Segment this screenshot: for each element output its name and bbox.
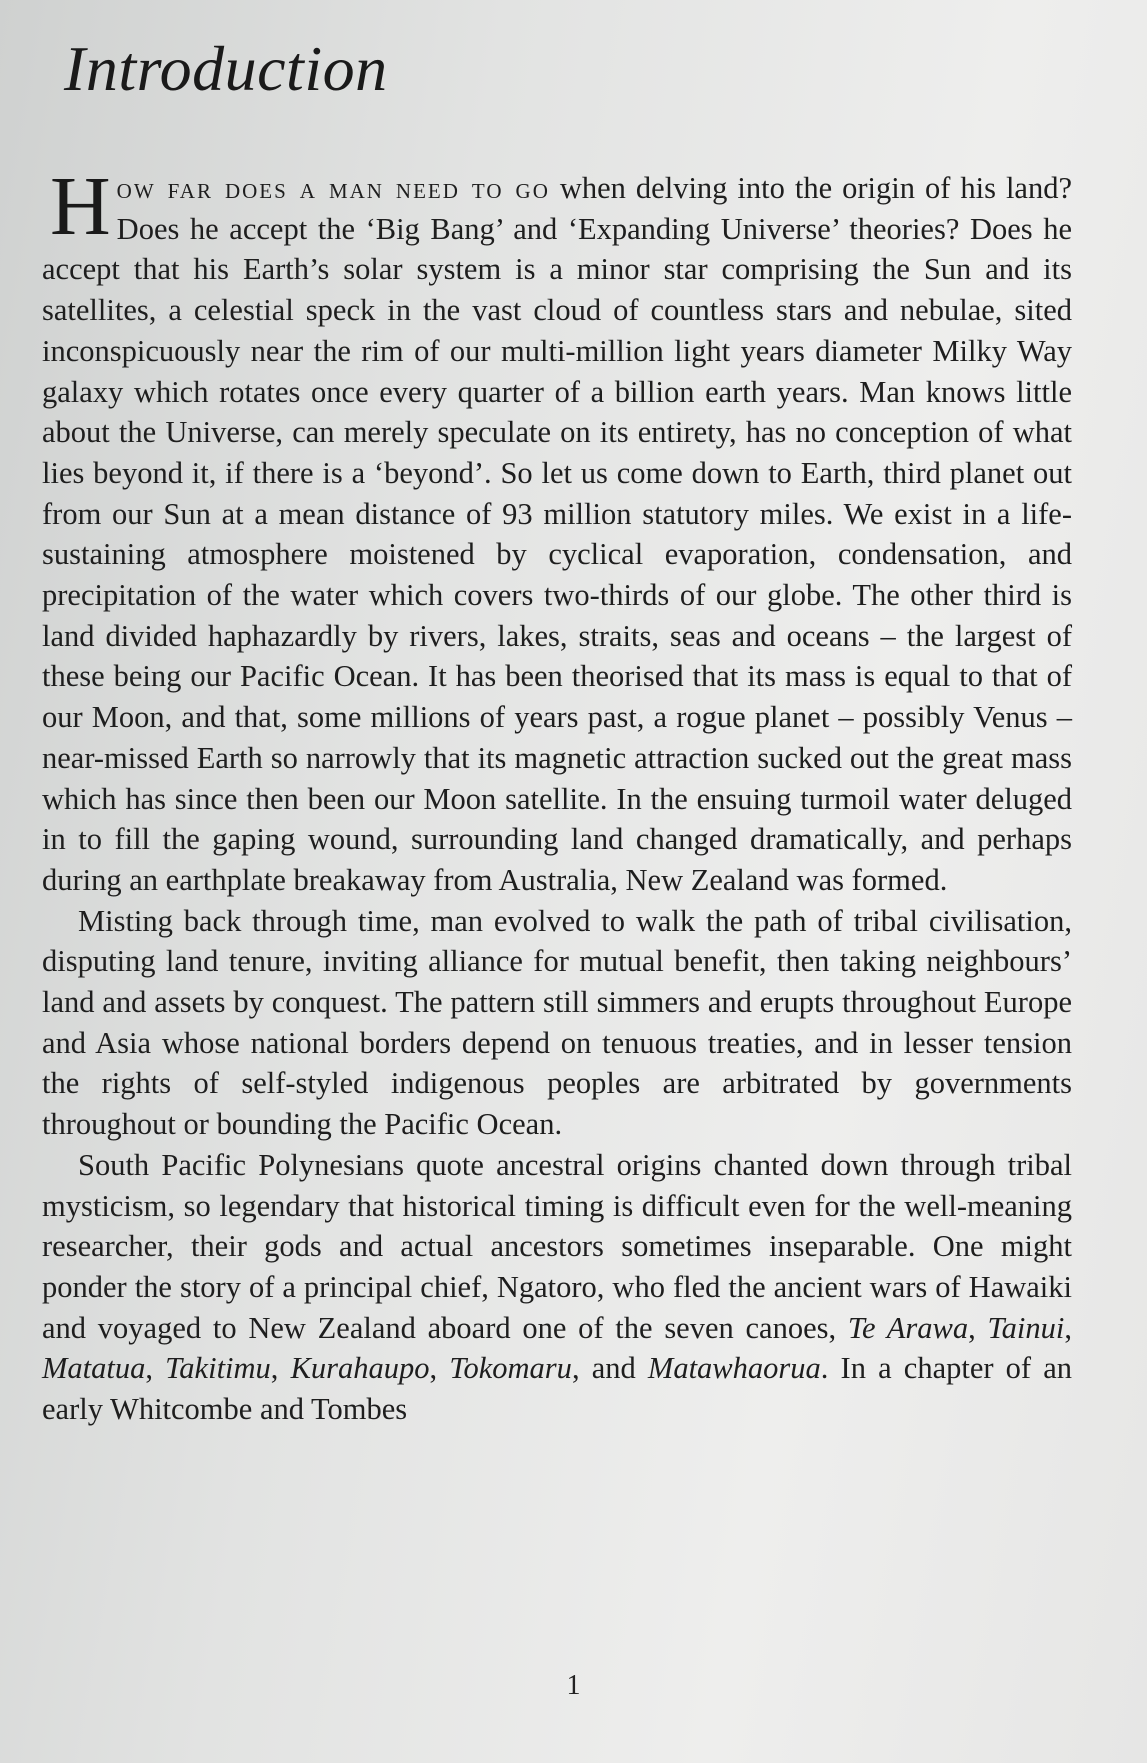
canoe-name: Matawhaorua [647, 1351, 821, 1386]
conjunction: and [591, 1351, 636, 1386]
drop-cap: H [50, 160, 111, 253]
chapter-body [42, 160, 1073, 1430]
canoe-name: Matatua [42, 1351, 146, 1386]
canoe-name: Te Arawa [847, 1310, 969, 1345]
paragraph-3: South Pacific Polynesians quote ancestral origins chanted down through tribal mysticism, so legendary that historical timing is difficult even for the well-meaning researcher, their gods and actual ancestors sometimes inseparable. One might ponder the story of a principal chief, Ngatoro, who fled the ancient wars of Hawaiki and voyaged to New Zealand aboard one of the seven canoes, Te Arawa, Tainui, Matatua, Takitimu, Kurahaupo, Tokomaru, and Matawhaorua. In a chapter of an early Whitcombe and Tombes [42, 1147, 1073, 1427]
page-number: 1 [566, 1670, 581, 1701]
canoe-name: Tokomaru [449, 1351, 572, 1386]
chapter-title: Introduction [64, 33, 388, 104]
paragraph-1-text: when delving into the origin of his land? Does he accept the ‘Big Bang’ and ‘Expanding Universe’ theories? Does he accept that his Earth’s solar system is a minor star comprising the Sun and its satellites, a celestial speck in the vast cloud of countless stars and nebulae, sited inconspicuously near the rim of our multi-million light years diameter Milky Way galaxy which rotates once every quarter of a billion earth years. Man knows little about the Universe, can merely speculate on its entirety, has no conception of what lies beyond it, if there is a ‘beyond’. So let us come down to Earth, third planet out from our Sun at a mean distance of 93 million statutory miles. We exist in a life-sustaining atmosphere moistened by cyclical evaporation, condensation, and precipitation of the water which covers two-thirds of our globe. The other third is land divided haphazardly by rivers, lakes, straits, seas and oceans – the largest of these being our Pacific Ocean. It has been theorised that its mass is equal to that of our Moon, and that, some millions of years past, a rogue planet – possibly Venus – near-missed Earth so narrowly that its magnetic attraction sucked out the great mass which has since then been our Moon satellite. In the ensuing turmoil water deluged in to fill the gaping wound, surrounding land changed dramatically, and perhaps during an earthplate breakaway from Australia, New Zealand was formed. [42, 171, 1073, 897]
lead-in-small-caps: ow far does a man need to go [116, 171, 550, 205]
paragraph-3-end: . In a chapter of an early Whitcombe and Tombes [42, 1351, 1073, 1427]
paragraph-1 [42, 160, 1073, 901]
paragraph-3-text: South Pacific Polynesians quote ancestral origins chanted down through tribal mysticism, so legendary that historical timing is difficult even for the well-meaning researcher, their gods and actual ancestors sometimes inseparable. One might ponder the story of a principal chief, Ngatoro, who fled the ancient wars of Hawaiki and voyaged to New Zealand aboard one of the seven canoes, [42, 1147, 1072, 1345]
canoe-name: Tainui [987, 1310, 1065, 1345]
canoe-name: Takitimu [165, 1351, 271, 1386]
canoe-name: Kurahaupo [290, 1351, 430, 1386]
paragraph-2: Misting back through time, man evolved to walk the path of tribal civilisation, disputing land tenure, inviting alliance for mutual benefit, then taking neighbours’ land and assets by conquest. The pattern still simmers and erupts throughout Europe and Asia whose national borders depend on tenuous treaties, and in lesser tension the rights of self-styled indigenous peoples are arbitrated by governments throughout or bounding the Pacific Ocean. [42, 903, 1072, 1142]
